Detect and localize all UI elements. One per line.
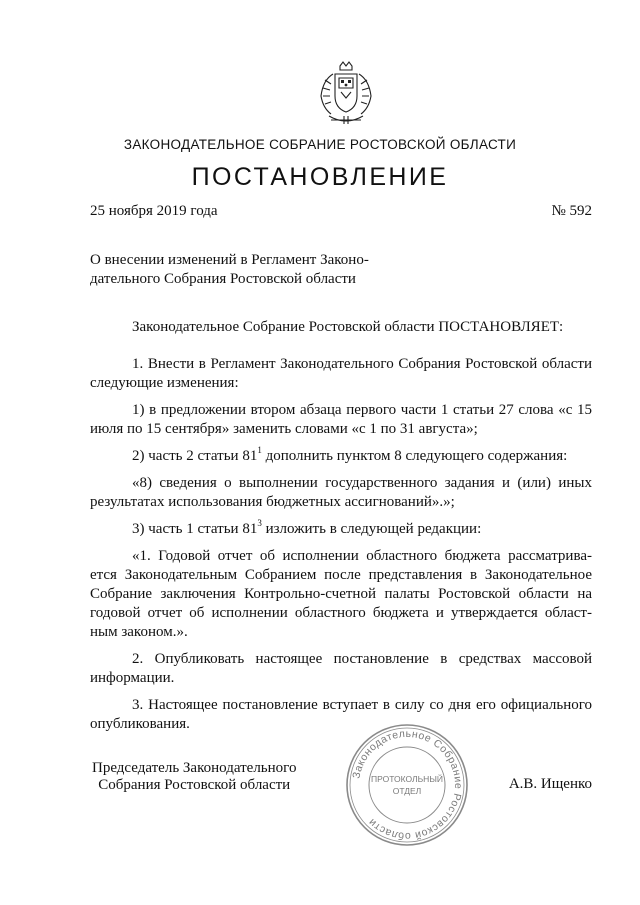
item-1-2: 2) часть 2 статьи $81^1$ дополнить пунктом 8 следующего содержания: [132,445,568,464]
paragraph-1: 1. Внести в Регламент Законодательного Собрания Ростовской области следующие изменения: [90,356,592,391]
svg-text:Законодательное Собрание Росто: Законодательное Собрание Ростовской области [350,727,465,843]
item-1-2-quote: «8) сведения о выполнении государственного задания и (или) иных результатах использования бюджетных ассигнований».»; [90,475,592,510]
document-subject [90,251,369,289]
subject-line-1: О внесении изменений в Регламент Законо- [90,252,369,268]
signatory-name: А.В. Ищенко [508,776,592,792]
coat-of-arms-emblem [311,60,381,130]
official-stamp [344,722,470,848]
document-date: 25 ноября 2019 года [90,203,218,219]
paragraph-2: 2. Опубликовать настоящее постановление в средствах массовой информации. [90,651,592,686]
stamp-center-line-2: ОТДЕЛ [392,786,422,796]
document-number: № 592 [551,203,592,219]
preamble: Законодательное Собрание Ростовской области ПОСТАНОВЛЯЕТ: [132,319,564,335]
document-type-title: ПОСТАНОВЛЕНИЕ [191,163,449,191]
paragraph-3: 3. Настоящее постановление вступает в силу со дня его официального опубликования. [90,697,592,732]
item-1-3: 3) часть 1 статьи $81^3$ изложить в следующей редакции: [132,518,482,537]
organization-name: ЗАКОНОДАТЕЛЬНОЕ СОБРАНИЕ РОСТОВСКОЙ ОБЛАСТИ [123,137,517,152]
subject-line-2: дательного Собрания Ростовской области [90,271,356,287]
document-body [90,318,592,742]
signatory-title: Председатель Законодательного Собрания Ростовской области [92,760,297,793]
item-1-3-quote: «1. Годовой отчет об исполнении областного бюджета рассматрива-ется Законодательным Собранием после представления в Законодательное Собрание заключения Контрольно-счетной палаты Ростовской области на годовой отчет об исполнении областного бюджета и утверждается област-ным законом.». [90,548,592,640]
stamp-center-line-1: ПРОТОКОЛЬНЫЙ [371,774,443,784]
item-1-1: 1) в предложении втором абзаца первого части 1 статьи 27 слова «с 15 июля по 15 сентября» заменить словами «с 1 по 31 августа»; [90,402,592,437]
